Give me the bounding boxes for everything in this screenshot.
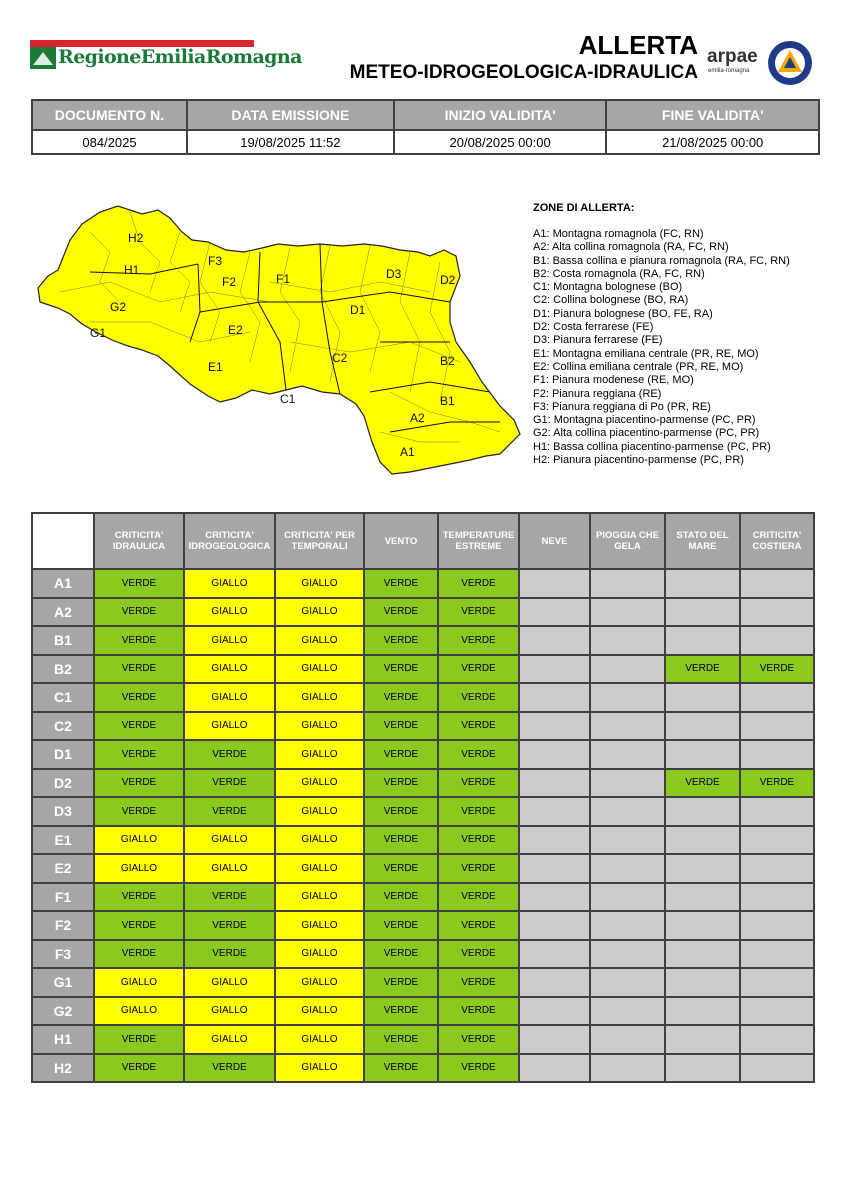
alert-level-cell [519, 740, 590, 769]
alert-level-cell: VERDE [94, 911, 184, 940]
alert-level-cell [590, 883, 665, 912]
alert-level-cell [665, 854, 740, 883]
map-zone-label: E2 [228, 323, 243, 337]
alert-level-cell: VERDE [438, 940, 519, 969]
table-row [32, 769, 814, 798]
region-logo-text: RegioneEmiliaRomagna [58, 46, 302, 68]
zone-code: F2 [32, 911, 94, 940]
alert-level-cell: VERDE [438, 997, 519, 1026]
alert-level-cell: GIALLO [184, 854, 275, 883]
alert-level-cell [740, 1054, 814, 1083]
alert-level-cell [519, 598, 590, 627]
alert-level-cell [519, 797, 590, 826]
alert-level-cell [519, 626, 590, 655]
zone-code: G1 [32, 968, 94, 997]
map-zone-label: F3 [208, 254, 223, 268]
table-row [32, 740, 814, 769]
alert-level-cell [665, 911, 740, 940]
table-row [32, 655, 814, 684]
map-zone-label: A1 [400, 445, 415, 459]
alert-level-cell [519, 883, 590, 912]
info-value: 21/08/2025 00:00 [606, 130, 819, 154]
info-value: 20/08/2025 00:00 [394, 130, 607, 154]
alert-level-cell [665, 740, 740, 769]
alert-level-cell: VERDE [438, 626, 519, 655]
column-header: CRITICITA' COSTIERA [740, 513, 814, 569]
legend-item: D3: Pianura ferrarese (FE) [533, 334, 663, 347]
info-value: 19/08/2025 11:52 [187, 130, 394, 154]
map-zone-label: H2 [128, 231, 144, 245]
zone-code: E2 [32, 854, 94, 883]
alert-level-cell [519, 683, 590, 712]
alert-level-cell [665, 1054, 740, 1083]
zone-code: A2 [32, 598, 94, 627]
alert-level-cell [519, 569, 590, 598]
alert-level-cell [740, 968, 814, 997]
map-zone-label: F1 [276, 272, 291, 286]
alert-level-cell [590, 712, 665, 741]
alert-level-cell [740, 911, 814, 940]
legend-item: E1: Montagna emiliana centrale (PR, RE, MO) [533, 347, 759, 360]
alert-level-cell [519, 854, 590, 883]
alert-level-cell: VERDE [364, 598, 438, 627]
table-corner [32, 513, 94, 569]
map-zone-label: C1 [280, 392, 296, 406]
document-info-table [31, 99, 820, 155]
alert-level-cell [665, 883, 740, 912]
alert-level-cell: GIALLO [275, 655, 364, 684]
alert-level-cell [590, 683, 665, 712]
alert-level-cell [590, 569, 665, 598]
legend-title: ZONE DI ALLERTA: [533, 202, 635, 214]
alert-level-cell: VERDE [438, 911, 519, 940]
table-row [32, 854, 814, 883]
alert-level-cell: VERDE [438, 1054, 519, 1083]
alert-level-cell: VERDE [94, 655, 184, 684]
map-zone-label: D1 [350, 303, 366, 317]
alert-level-cell [519, 1025, 590, 1054]
alert-level-cell: VERDE [364, 826, 438, 855]
zone-code: C1 [32, 683, 94, 712]
alert-level-cell [519, 769, 590, 798]
alert-level-cell: VERDE [438, 883, 519, 912]
alert-level-cell: VERDE [438, 797, 519, 826]
alert-level-cell [519, 968, 590, 997]
table-row [32, 626, 814, 655]
alert-level-cell: GIALLO [275, 683, 364, 712]
alert-level-cell [590, 826, 665, 855]
alert-level-cell [519, 911, 590, 940]
map-zone-label: B1 [440, 394, 455, 408]
alert-level-cell: VERDE [94, 712, 184, 741]
alert-level-cell [665, 1025, 740, 1054]
alert-level-cell [665, 826, 740, 855]
alert-level-cell: VERDE [364, 712, 438, 741]
alert-level-cell [740, 598, 814, 627]
alert-level-cell: VERDE [94, 569, 184, 598]
alert-level-cell [519, 940, 590, 969]
alert-level-cell: VERDE [184, 1054, 275, 1083]
alert-level-cell: VERDE [184, 883, 275, 912]
alert-level-cell [665, 683, 740, 712]
alert-level-cell: VERDE [364, 911, 438, 940]
alert-level-cell [665, 997, 740, 1026]
alert-level-cell: VERDE [438, 1025, 519, 1054]
table-row [32, 911, 814, 940]
alert-level-cell: VERDE [438, 683, 519, 712]
alert-level-cell: GIALLO [275, 598, 364, 627]
alert-level-cell [590, 598, 665, 627]
alert-level-cell: VERDE [364, 683, 438, 712]
alert-level-cell: VERDE [184, 911, 275, 940]
alert-level-cell: VERDE [94, 883, 184, 912]
alert-level-cell [519, 1054, 590, 1083]
alert-level-cell [740, 712, 814, 741]
alert-level-cell: GIALLO [275, 854, 364, 883]
alert-level-cell: VERDE [364, 626, 438, 655]
alert-level-cell: GIALLO [184, 826, 275, 855]
alert-level-cell [740, 997, 814, 1026]
alert-level-cell: VERDE [94, 626, 184, 655]
info-header: DOCUMENTO N. [32, 100, 187, 130]
alert-level-cell: VERDE [740, 769, 814, 798]
alert-level-cell [590, 1025, 665, 1054]
alert-level-cell: VERDE [438, 569, 519, 598]
zone-code: C2 [32, 712, 94, 741]
arpae-logo-subtitle: emilia-romagna [708, 68, 750, 74]
alert-level-cell: VERDE [94, 1054, 184, 1083]
zone-code: F1 [32, 883, 94, 912]
alert-level-cell: VERDE [364, 1054, 438, 1083]
alert-level-cell [665, 626, 740, 655]
legend-item: B1: Bassa collina e pianura romagnola (RA, FC, RN) [533, 254, 790, 267]
alert-level-cell: VERDE [364, 769, 438, 798]
column-header: CRITICITA' PER TEMPORALI [275, 513, 364, 569]
zone-code: B2 [32, 655, 94, 684]
table-row [32, 883, 814, 912]
zone-code: G2 [32, 997, 94, 1026]
info-value: 084/2025 [32, 130, 187, 154]
alert-level-cell: VERDE [438, 598, 519, 627]
zone-code: A1 [32, 569, 94, 598]
table-row [32, 826, 814, 855]
alert-level-cell: VERDE [94, 598, 184, 627]
alert-level-cell [665, 598, 740, 627]
alert-level-cell [740, 569, 814, 598]
alert-level-cell [740, 1025, 814, 1054]
alert-level-cell [665, 940, 740, 969]
alert-level-cell: GIALLO [94, 968, 184, 997]
legend-item: G1: Montagna piacentino-parmense (PC, PR) [533, 414, 756, 427]
alert-level-cell: VERDE [438, 826, 519, 855]
map-zone-label: D3 [386, 267, 402, 281]
alert-level-cell [665, 797, 740, 826]
alert-level-cell: VERDE [438, 968, 519, 997]
alert-level-cell: VERDE [94, 683, 184, 712]
column-header: TEMPERATURE ESTREME [438, 513, 519, 569]
alert-level-cell: GIALLO [275, 626, 364, 655]
alert-level-cell: VERDE [94, 940, 184, 969]
zone-code: D2 [32, 769, 94, 798]
page-title: ALLERTA [578, 30, 698, 60]
alert-level-cell: VERDE [364, 940, 438, 969]
legend-item: H2: Pianura piacentino-parmense (PC, PR) [533, 454, 744, 467]
alert-level-cell [665, 569, 740, 598]
page-subtitle: METEO-IDROGEOLOGICA-IDRAULICA [349, 62, 698, 83]
alert-level-cell: VERDE [364, 740, 438, 769]
map-zone-label: D2 [440, 273, 456, 287]
alert-level-cell [740, 683, 814, 712]
alert-level-cell [740, 740, 814, 769]
alert-level-cell: GIALLO [275, 712, 364, 741]
legend-list [533, 228, 790, 467]
alert-level-cell [590, 626, 665, 655]
alert-level-cell [519, 997, 590, 1026]
alert-level-cell: GIALLO [275, 797, 364, 826]
alert-level-cell: VERDE [184, 769, 275, 798]
alert-level-cell [590, 1054, 665, 1083]
alert-level-cell: VERDE [665, 769, 740, 798]
alert-level-cell: GIALLO [184, 997, 275, 1026]
alert-level-cell: GIALLO [275, 997, 364, 1026]
map-zone-label: A2 [410, 411, 425, 425]
alert-level-cell [519, 712, 590, 741]
legend-item: C2: Collina bolognese (BO, RA) [533, 294, 689, 307]
info-header: DATA EMISSIONE [187, 100, 394, 130]
map-zone-label: C2 [332, 351, 348, 365]
alert-level-cell: VERDE [438, 769, 519, 798]
alert-level-cell: VERDE [94, 740, 184, 769]
alert-level-cell: VERDE [364, 968, 438, 997]
alert-level-cell: VERDE [665, 655, 740, 684]
alert-level-cell [740, 883, 814, 912]
legend-item: F3: Pianura reggiana di Po (PR, RE) [533, 400, 711, 413]
alert-level-cell [590, 940, 665, 969]
legend-item: G2: Alta collina piacentino-parmense (PC, PR) [533, 427, 760, 440]
column-header: CRITICITA' IDRAULICA [94, 513, 184, 569]
legend-item: H1: Bassa collina piacentino-parmense (PC, PR) [533, 440, 771, 453]
alert-level-cell: GIALLO [275, 1054, 364, 1083]
alert-level-cell: VERDE [184, 740, 275, 769]
map-zone-label: F2 [222, 275, 237, 289]
alert-level-cell [665, 712, 740, 741]
alert-level-cell: GIALLO [184, 655, 275, 684]
alert-level-cell: VERDE [364, 854, 438, 883]
alert-level-cell: GIALLO [94, 854, 184, 883]
table-row [32, 712, 814, 741]
table-row [32, 569, 814, 598]
map-zone-label: G2 [110, 300, 127, 314]
map-zone-label: B2 [440, 354, 455, 368]
alert-level-cell [740, 940, 814, 969]
legend-item: F2: Pianura reggiana (RE) [533, 387, 662, 400]
column-header: VENTO [364, 513, 438, 569]
table-row [32, 1054, 814, 1083]
alert-level-cell: GIALLO [275, 883, 364, 912]
alert-level-cell [590, 655, 665, 684]
alert-level-cell: VERDE [364, 883, 438, 912]
table-row [32, 968, 814, 997]
alert-level-cell: VERDE [438, 854, 519, 883]
table-row [32, 940, 814, 969]
alert-level-cell: GIALLO [184, 569, 275, 598]
alert-level-cell [740, 854, 814, 883]
info-header: FINE VALIDITA' [606, 100, 819, 130]
alert-level-cell [590, 911, 665, 940]
map-zone-label: H1 [124, 263, 140, 277]
legend-item: D1: Pianura bolognese (BO, FE, RA) [533, 307, 713, 320]
legend-item: C1: Montagna bolognese (BO) [533, 281, 683, 294]
legend-item: A1: Montagna romagnola (FC, RN) [533, 228, 704, 240]
zone-code: B1 [32, 626, 94, 655]
legend-item: F1: Pianura modenese (RE, MO) [533, 374, 694, 387]
alert-level-cell [590, 854, 665, 883]
alert-level-cell [590, 769, 665, 798]
alert-level-cell [590, 997, 665, 1026]
alert-level-cell: GIALLO [275, 1025, 364, 1054]
zone-code: H1 [32, 1025, 94, 1054]
alert-zones-map [30, 192, 530, 482]
alert-level-cell: GIALLO [184, 968, 275, 997]
arpae-logo: arpae [707, 46, 758, 67]
alert-level-cell: GIALLO [275, 940, 364, 969]
zone-code: D3 [32, 797, 94, 826]
alert-level-cell: GIALLO [184, 598, 275, 627]
region-logo-icon [30, 47, 56, 69]
table-row [32, 683, 814, 712]
alert-level-cell: VERDE [740, 655, 814, 684]
alert-level-cell: GIALLO [94, 826, 184, 855]
legend-item: A2: Alta collina romagnola (RA, FC, RN) [533, 241, 729, 254]
protezione-civile-logo-icon [767, 40, 813, 86]
column-header: NEVE [519, 513, 590, 569]
alert-level-cell: VERDE [94, 797, 184, 826]
alert-level-cell: GIALLO [275, 826, 364, 855]
alert-level-cell: VERDE [364, 797, 438, 826]
alert-level-cell: VERDE [438, 712, 519, 741]
alert-level-cell: GIALLO [275, 968, 364, 997]
info-header: INIZIO VALIDITA' [394, 100, 607, 130]
alert-level-cell: GIALLO [275, 740, 364, 769]
table-row [32, 797, 814, 826]
zone-code: H2 [32, 1054, 94, 1083]
alert-level-cell [590, 740, 665, 769]
alert-level-cell: VERDE [94, 1025, 184, 1054]
table-row [32, 598, 814, 627]
table-row [32, 1025, 814, 1054]
alert-level-cell: VERDE [364, 569, 438, 598]
legend-item: B2: Costa romagnola (RA, FC, RN) [533, 267, 705, 280]
alert-level-cell: VERDE [184, 940, 275, 969]
map-zone-label: E1 [208, 360, 223, 374]
alert-level-cell [740, 826, 814, 855]
alert-level-cell: VERDE [364, 1025, 438, 1054]
alert-level-cell [519, 826, 590, 855]
alert-level-cell: GIALLO [275, 769, 364, 798]
alert-level-cell: GIALLO [184, 626, 275, 655]
legend-item: E2: Collina emiliana centrale (PR, RE, MO) [533, 360, 744, 373]
alert-level-cell [519, 655, 590, 684]
zone-code: F3 [32, 940, 94, 969]
table-row [32, 997, 814, 1026]
alert-level-cell [740, 626, 814, 655]
alert-level-cell: GIALLO [275, 911, 364, 940]
alert-level-cell: GIALLO [184, 1025, 275, 1054]
alert-level-cell: GIALLO [184, 712, 275, 741]
alert-level-cell: VERDE [184, 797, 275, 826]
column-header: STATO DEL MARE [665, 513, 740, 569]
column-header: PIOGGIA CHE GELA [590, 513, 665, 569]
alert-level-cell: VERDE [438, 740, 519, 769]
alert-level-cell: VERDE [94, 769, 184, 798]
alert-level-cell: GIALLO [275, 569, 364, 598]
alert-level-cell: VERDE [438, 655, 519, 684]
alert-level-cell: VERDE [364, 997, 438, 1026]
alert-level-cell [590, 797, 665, 826]
zone-code: D1 [32, 740, 94, 769]
alert-level-cell: VERDE [364, 655, 438, 684]
alert-level-cell: GIALLO [94, 997, 184, 1026]
alert-level-cell: GIALLO [184, 683, 275, 712]
alert-levels-table [31, 512, 815, 1083]
map-zone-label: G1 [90, 326, 107, 340]
alert-level-cell [740, 797, 814, 826]
zone-code: E1 [32, 826, 94, 855]
column-header: CRITICITA' IDROGEOLOGICA [184, 513, 275, 569]
alert-level-cell [665, 968, 740, 997]
alert-level-cell [590, 968, 665, 997]
legend-item: D2: Costa ferrarese (FE) [533, 321, 654, 334]
